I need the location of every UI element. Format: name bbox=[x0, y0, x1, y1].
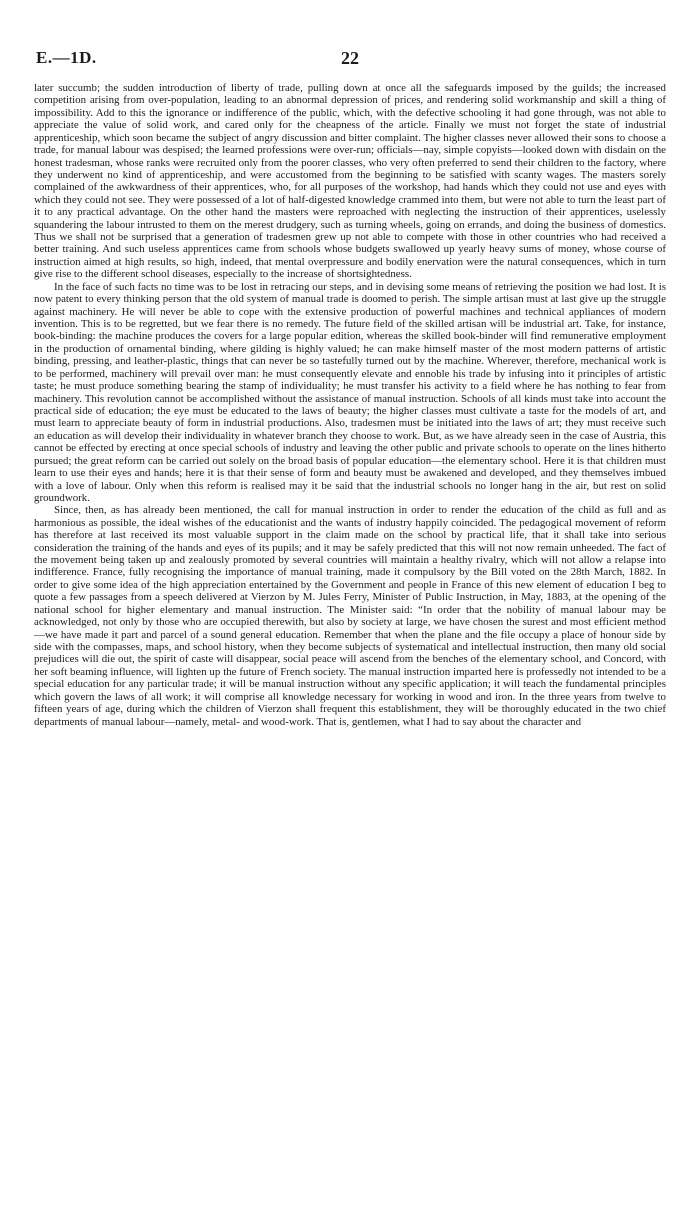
body-text bbox=[34, 82, 666, 728]
page-header bbox=[36, 48, 664, 72]
paragraph-1: later succumb; the sudden introduction of liberty of trade, pulling down at once all the safeguards imposed by the guilds; the increased competition arising from over-population, leading to an abnormal depression of prices, and rendering solid workmanship and skill a thing of impossibility. Add to this the ignorance or indifference of the public, which, with the defective schooling it had gone through, was not able to appreciate the value of solid work, and cared only for the cheapness of the article. Finally we must not forget the state of industrial apprenticeship, which soon became the subject of angry discussion and bitter complaint. The higher classes never allowed their sons to choose a trade, for manual labour was despised; the learned professions were over-run; officials—nay, simple copyists—looked down with disdain on the honest tradesman, whose ranks were recruited only from the poorer classes, who very often preferred to send their children to the factory, where they underwent no kind of apprenticeship, and were accustomed from the beginning to be satisfied with scanty wages. The masters sorely complained of the awkwardness of their apprentices, who, for all purposes of the workshop, had hands which they could not use and eyes with which they could not see. They were possessed of a lot of half-digested knowledge crammed into them, but were not able to turn the least part of it to any practical advantage. On the other hand the masters were reproached with neglecting the instruction of their apprentices, uselessly squandering the labour intrusted to them on the merest drudgery, such as turning wheels, going on errands, and doing the business of domestics. Thus we shall not be surprised that a generation of tradesmen grew up not able to compete with those in other countries who had received a better training. And such useless apprentices came from schools whose budgets swallowed up yearly heavy sums of money, whose course of instruction aimed at high results, so high, indeed, that mental overpressure and bodily enervation were the natural consequences, which in turn give rise to the different school diseases, especially to the increase of shortsightedness. bbox=[34, 82, 666, 281]
series-reference: E.—1D. bbox=[36, 48, 97, 67]
page-number: 22 bbox=[341, 48, 359, 68]
paragraph-2: In the face of such facts no time was to be lost in retracing our steps, and in devising some means of retrieving the position we had lost. It is now patent to every thinking person that the old system of manual trade is doomed to perish. The simple artisan must at last give up the struggle against machinery. He will never be able to cope with the extensive production of powerful machines and technical appliances of modern invention. This is to be regretted, but we fear there is no remedy. The future field of the skilled artisan will be industrial art. Take, for instance, book-binding: the machine produces the covers for a large popular edition, whereas the skilled book-binder will find remunerative employment in the production of ornamental binding, where gilding is highly valued; he can make himself master of the most modern patterns of artistic binding, pressing, and leather-plastic, things that can never be so tastefully turned out by the machine. Wherever, therefore, mechanical work is to be performed, machinery will prevail over man: he must consequently elevate and ennoble his trade by infusing into it principles of artistic taste; he must produce something bearing the stamp of individuality; he must transfer his activity to a field where he has nothing to fear from machinery. This revolution cannot be accomplished without the assistance of manual instruction. Schools of all kinds must take into account the practical side of education; the eye must be educated to the laws of beauty; the higher classes must cultivate a taste for the models of art, and must learn to appreciate beauty of form in industrial productions. Also, tradesmen must be initiated into the laws of art; they must receive such an education as will develop their individuality in whatever branch they choose to work. But, as we have already seen in the case of Austria, this cannot be effected by erecting at once special schools of industry and leaving the other public and private schools to operate on the lines hitherto pursued; the great reform can be carried out solely on the broad basis of popular education—the elementary school. Here it is that children must learn to use their eyes and hands; here it is that their sense of form and beauty must be awakened and developed, and they themselves imbued with a love of labour. Only when this reform is realised may it be said that the industrial schools no longer hang in the air, but rest on solid groundwork. bbox=[34, 280, 666, 504]
paragraph-3: Since, then, as has already been mentioned, the call for manual instruction in order to render the education of the child as full and as harmonious as possible, the ideal wishes of the educationist and the wants of industry happily coincided. The pedagogical movement of reform has therefore at last received its most valuable support in the claim made on the school by practical life, that it shall take into serious consideration the training of the hands and eyes of its pupils; and it may be safely predicted that this will not now remain unheeded. The fact of the movement being taken up and zealously promoted by several countries will maintain a healthy rivalry, which will not allow a relapse into indifference. France, fully recognising the importance of manual training, made it compulsory by the Bill voted on the 28th March, 1882. In order to give some idea of the high appreciation entertained by the Government and people in France of this new element of education I beg to quote a few passages from a speech delivered at Vierzon by M. Jules Ferry, Minister of Public Instruction, in May, 1883, at the opening of the national school for higher elementary and manual instruction. The Minister said: “In order that the nobility of manual labour may be acknowledged, not only by those who are occupied therewith, but also by society at large, we have chosen the surest and most efficient method—we have made it part and parcel of a sound general education. Remember that when the plane and the file occupy a place of honour side by side with the compasses, maps, and school history, when they become subjects of systematical and intellectual instruction, then many old social prejudices will die out, the spirit of caste will disappear, social peace will ascend from the benches of the elementary school, and Concord, with her soft beaming influence, will lighten up the future of French society. The manual instruction imparted here is professedly not intended to be a special education for any particular trade; it will be manual instruction without any specific application; it will teach the fundamental principles which govern the laws of all work; it will comprise all knowledge necessary for working in wood and iron. In the three years from twelve to fifteen years of age, during which the children of Vierzon shall frequent this establishment, they will be thoroughly educated in the two chief departments of manual labour—namely, metal- and wood-work. That is, gentlemen, what I had to say about the character and bbox=[34, 504, 666, 728]
